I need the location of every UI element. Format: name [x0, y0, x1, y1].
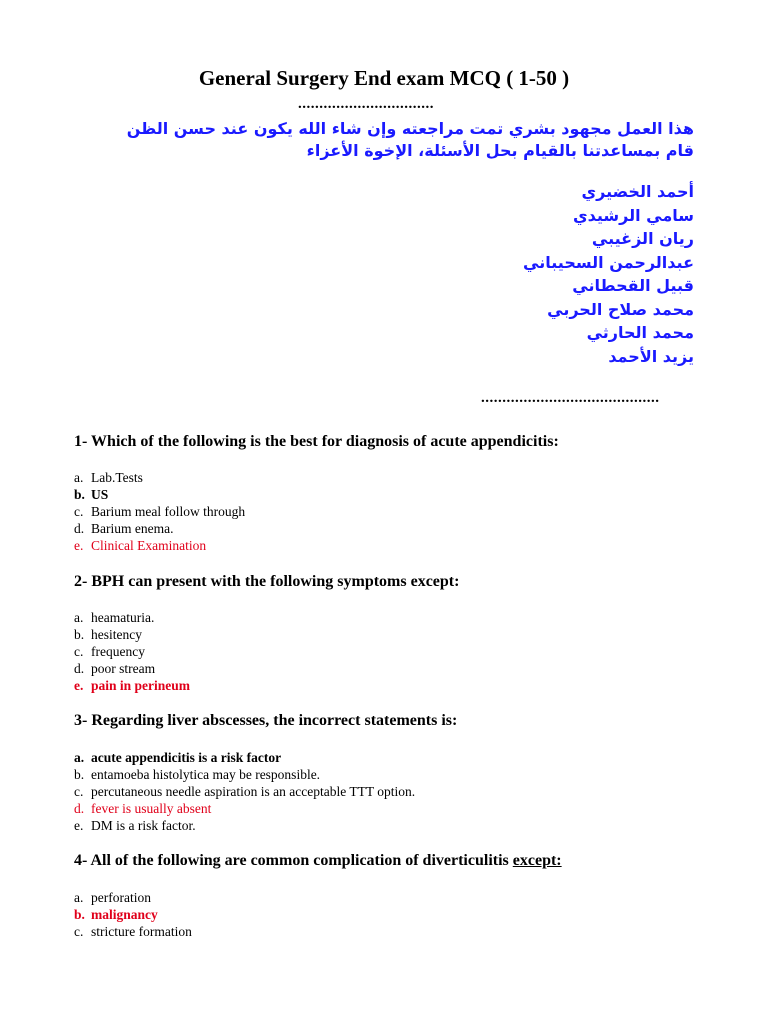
option-c: c. percutaneous needle aspiration is an acceptable TTT option. — [74, 784, 416, 799]
dotted-separator-bottom: .......................................... — [481, 390, 660, 406]
contributor-name: سامي الرشيدي — [572, 205, 694, 225]
option-a: a. acute appendicitis is a risk factor — [74, 750, 282, 765]
question-4-except: except: — [512, 852, 562, 869]
contributor-name: ريان الزغيبي — [591, 229, 694, 248]
option-b: b. hesitency — [74, 627, 142, 642]
option-c: c. stricture formation — [74, 924, 192, 939]
question-1-options — [74, 469, 245, 554]
document-title: General Surgery End exam MCQ ( 1-50 ) — [198, 66, 570, 90]
option-b: b. US — [74, 487, 109, 502]
contributor-name: أحمد الخضيري — [581, 182, 694, 201]
option-b: b. entamoeba histolytica may be responsible. — [74, 767, 321, 782]
option-e-answer: e. pain in perineum — [74, 678, 191, 693]
option-d: d. Barium enema. — [74, 521, 174, 536]
arabic-intro — [127, 118, 694, 162]
option-c: c. Barium meal follow through — [74, 504, 246, 519]
option-d-answer: d. fever is usually absent — [74, 801, 212, 816]
arabic-intro-line-2: قام بمساعدتنا بالقيام بحل الأسئلة، الإخوة الأعزاء — [306, 141, 694, 160]
option-d: d. poor stream — [74, 661, 156, 676]
contributor-name: محمد الحارثي — [586, 323, 694, 342]
contributor-name: قبيل القحطاني — [572, 276, 694, 295]
contributor-name: يزيد الأحمد — [608, 346, 694, 366]
option-e: e. DM is a risk factor. — [74, 818, 196, 833]
dotted-separator-top: ................................ — [298, 96, 434, 112]
option-b-answer: b. malignancy — [74, 907, 158, 922]
question-2-options — [74, 609, 190, 694]
option-a: a. heamaturia. — [74, 610, 155, 625]
question-4 — [74, 852, 562, 870]
question-2: 2- BPH can present with the following symptoms except: — [74, 573, 460, 590]
question-4-text: 4- All of the following are common complication of diverticulitis — [74, 852, 513, 869]
arabic-intro-line-1: هذا العمل مجهود بشري تمت مراجعته وإن شاء الله يكون عند حسن الظن — [126, 119, 694, 138]
option-a: a. perforation — [74, 890, 151, 905]
question-3-options — [74, 749, 415, 834]
option-a: a. Lab.Tests — [74, 470, 143, 485]
question-1: 1- Which of the following is the best for diagnosis of acute appendicitis: — [74, 433, 559, 450]
contributors-list — [523, 180, 694, 368]
question-4-options — [74, 889, 192, 940]
contributor-name: محمد صلاح الحربي — [547, 299, 694, 319]
contributor-name: عبدالرحمن السحيباني — [523, 252, 694, 272]
question-3: 3- Regarding liver abscesses, the incorrect statements is: — [74, 712, 458, 729]
option-e-answer: e. Clinical Examination — [74, 538, 207, 553]
option-c: c. frequency — [74, 644, 145, 659]
